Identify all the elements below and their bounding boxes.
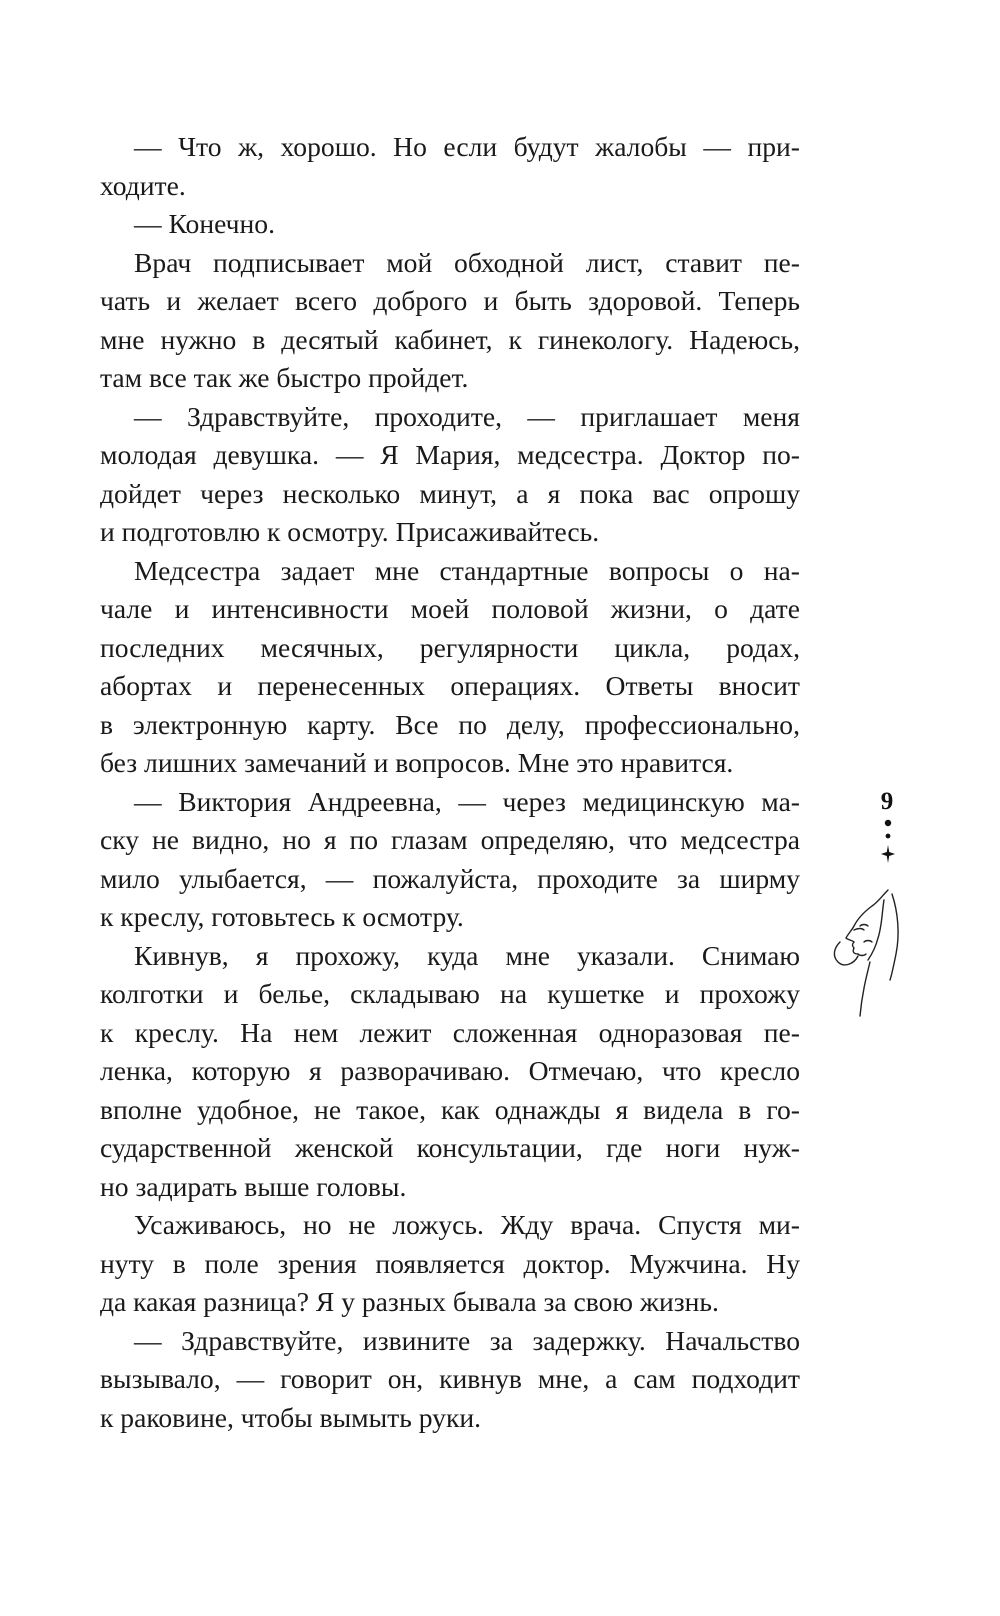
paragraph <box>100 1322 800 1438</box>
text-line: но задирать выше головы. <box>100 1170 407 1202</box>
text-line: — Конечно. <box>134 208 275 239</box>
text-line: ску не видно, но я по глазам определяю, что медсестра <box>100 824 800 855</box>
text-line: Кивнув, я прохожу, куда мне указали. Снимаю <box>134 939 800 971</box>
text-line: сударственной женской консультации, где ноги нуж- <box>100 1132 800 1163</box>
text-line: там все так же быстро пройдет. <box>100 362 469 393</box>
text-line: к креслу, готовьтесь к осмотру. <box>100 901 464 932</box>
text-line: — Здравствуйте, извините за задержку. Начальство <box>134 1324 800 1356</box>
paragraph <box>100 937 800 1207</box>
text-line: без лишних замечаний и вопросов. Мне это нравится. <box>100 747 734 778</box>
text-line: ленка, которую я разворачиваю. Отмечаю, что кресло <box>100 1055 800 1086</box>
page-body-text <box>100 128 800 1437</box>
text-line: Медсестра задает мне стандартные вопросы о на- <box>134 554 800 586</box>
text-line: последних месячных, регулярности цикла, родах, <box>100 631 800 663</box>
text-line: Усаживаюсь, но не ложусь. Жду врача. Спустя ми- <box>134 1209 800 1240</box>
text-line: к креслу. На нем лежит сложенная одноразовая пе- <box>100 1016 800 1048</box>
paragraph <box>100 552 800 783</box>
paragraph <box>100 1206 800 1322</box>
text-line: чать и желает всего доброго и быть здоровой. Теперь <box>100 285 800 316</box>
text-line: и подготовлю к осмотру. Присаживайтесь. <box>100 516 600 547</box>
text-line: абортах и перенесенных операциях. Ответы вносит <box>100 670 800 701</box>
text-line: дойдет через несколько минут, а я пока вас опрошу <box>100 477 800 509</box>
text-line: ходите. <box>100 169 186 201</box>
text-line: Врач подписывает мой обходной лист, ставит пе- <box>134 246 800 278</box>
dot-star-ornament-icon <box>870 818 906 868</box>
text-line: нуту в поле зрения появляется доктор. Мужчина. Ну <box>100 1247 800 1279</box>
text-line: да какая разница? Я у разных бывала за свою жизнь. <box>100 1286 719 1317</box>
paragraph <box>100 398 800 552</box>
text-line: колготки и белье, складываю на кушетке и прохожу <box>100 978 800 1009</box>
text-line: мне нужно в десятый кабинет, к гинекологу. Надеюсь, <box>100 323 800 355</box>
text-line: — Здравствуйте, проходите, — приглашает меня <box>134 400 800 432</box>
text-line: вызывало, — говорит он, кивнув мне, а сам подходит <box>100 1363 800 1394</box>
text-line: — Что ж, хорошо. Но если будут жалобы — при- <box>134 131 800 162</box>
paragraph <box>100 244 800 398</box>
text-line: вполне удобное, не такое, как однажды я видела в го- <box>100 1093 800 1125</box>
text-line: — Виктория Андреевна, — через медицинскую ма- <box>134 785 800 817</box>
paragraph <box>100 128 800 205</box>
text-line: к раковине, чтобы вымыть руки. <box>100 1401 482 1433</box>
page-number: 9 <box>880 788 894 815</box>
text-line: мило улыбается, — пожалуйста, проходите за ширму <box>100 862 800 894</box>
paragraph <box>100 205 800 244</box>
text-line: молодая девушка. — Я Мария, медсестра. Доктор по- <box>100 439 800 470</box>
text-line: в электронную карту. Все по делу, профессионально, <box>100 708 800 740</box>
text-line: чале и интенсивности моей половой жизни, о дате <box>100 593 800 624</box>
paragraph <box>100 783 800 937</box>
face-line-drawing-icon <box>824 882 904 1022</box>
